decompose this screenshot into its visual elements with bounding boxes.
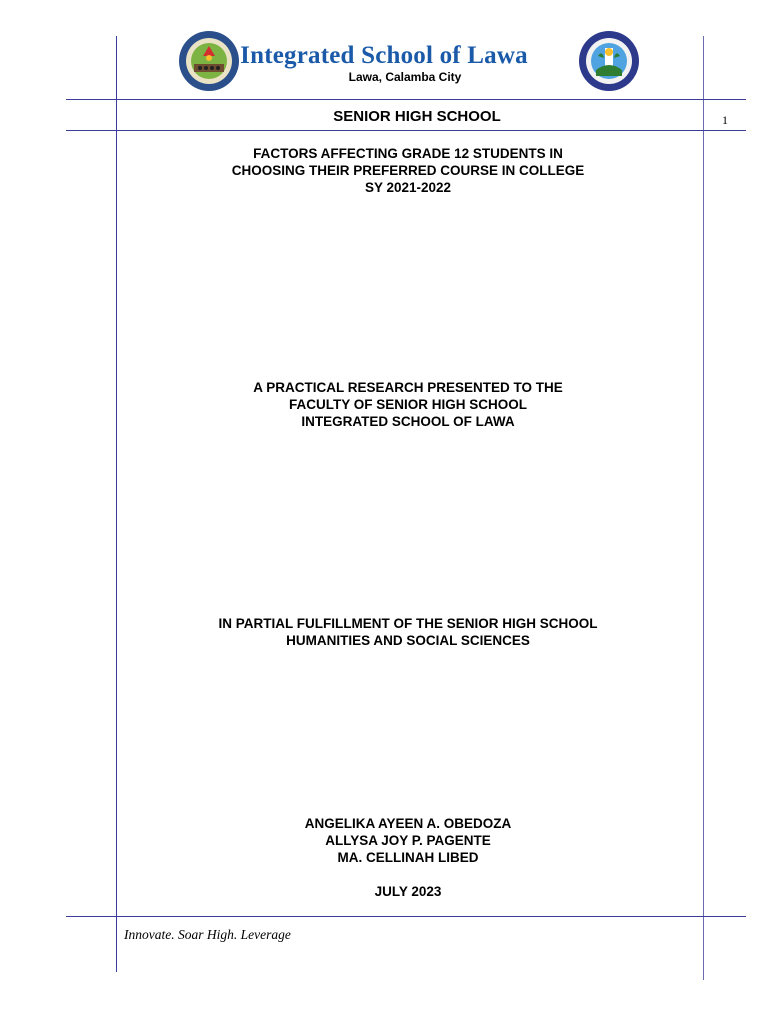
header-bottom-rule	[66, 130, 746, 131]
page-number: 1	[722, 113, 728, 127]
author-name: ALLYSA JOY P. PAGENTE	[325, 833, 491, 848]
author-name: MA. CELLINAH LIBED	[337, 850, 479, 865]
presented-line-2: FACULTY OF SENIOR HIGH SCHOOL	[288, 397, 527, 412]
presented-line-3: INTEGRATED SCHOOL OF LAWA	[301, 414, 515, 429]
author-list	[0, 815, 768, 866]
department-heading: SENIOR HIGH SCHOOL	[333, 108, 501, 125]
title-line-3: SY 2021-2022	[364, 180, 452, 195]
submission-date: JULY 2023	[374, 884, 442, 899]
fulfillment-statement	[0, 615, 768, 649]
footer-rule	[66, 916, 746, 917]
research-title	[0, 145, 768, 196]
fulfillment-line-1: IN PARTIAL FULFILLMENT OF THE SENIOR HIGH SCHOOL	[218, 616, 598, 631]
title-line-1: FACTORS AFFECTING GRADE 12 STUDENTS IN	[253, 146, 563, 161]
presentation-statement	[0, 379, 768, 430]
header-top-rule	[66, 99, 746, 100]
fulfillment-line-2: HUMANITIES AND SOCIAL SCIENCES	[286, 633, 530, 648]
footer-motto: Innovate. Soar High. Leverage	[124, 927, 291, 942]
school-address: Lawa, Calamba City	[348, 70, 462, 84]
presented-line-1: A PRACTICAL RESEARCH PRESENTED TO THE	[253, 380, 563, 395]
title-line-2: CHOOSING THEIR PREFERRED COURSE IN COLLEGE	[231, 163, 585, 178]
author-name: ANGELIKA AYEEN A. OBEDOZA	[304, 816, 512, 831]
school-name: Integrated School of Lawa	[240, 42, 528, 69]
